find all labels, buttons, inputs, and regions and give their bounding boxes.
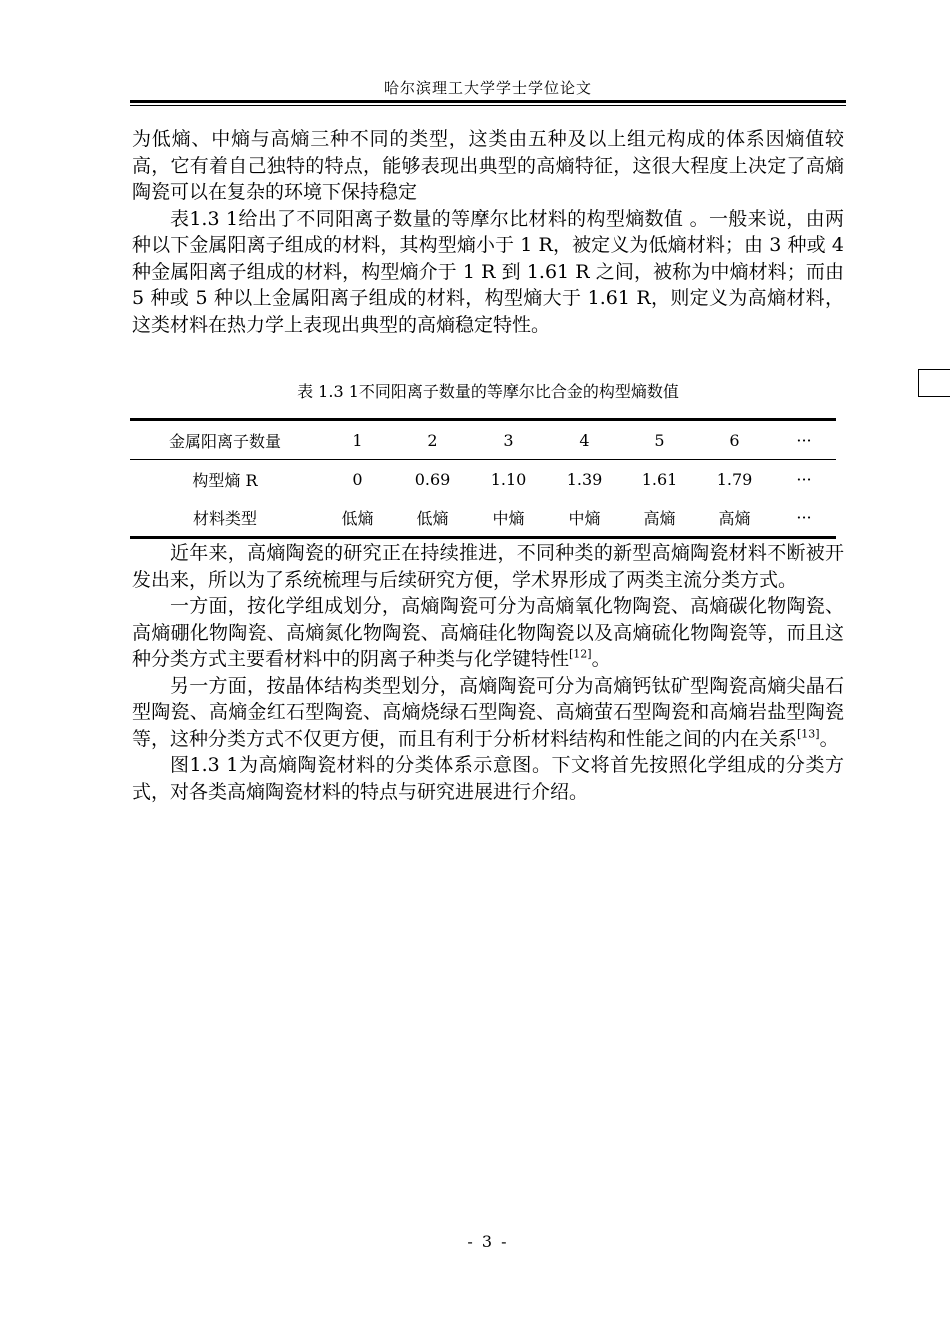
paragraph-end: 。 [591,648,611,670]
table-cell: 材料类型 [192,508,257,528]
table-cell: 5 [654,430,665,450]
table-cell: 高熵 [643,508,676,528]
table-rule-bottom [130,536,836,539]
table-cell: 高熵 [718,508,751,528]
table-cell: 6 [729,430,740,450]
paragraph-chemical-classification [132,593,844,673]
table-cell: 金属阳离子数量 [168,431,281,451]
body-text-top [132,126,844,338]
paragraph-structure-classification [132,673,844,753]
paragraph-entropy-definition: 表1.3 1给出了不同阳离子数量的等摩尔比材料的构型熵数值 。一般来说，由两种以下金属阳离子组成的材料，其构型熵小于 1 R，被定义为低熵材料；由 3 种或 4 种金属阳离子组成的材料，构型熵介于 1 R 到 1.61 R 之间，被称为中熵材料；而由 5 种或 5 种以上金属阳离子组成的材料，构型熵大于 1.61 R，则定义为高熵材料，这类材料在热力学上表现出典型的高熵稳定特性。 [132,207,844,336]
table-cell: 1 [352,430,363,450]
paragraph-figure-reference: 图1.3 1为高熵陶瓷材料的分类体系示意图。下文将首先按照化学组成的分类方式，对各类高熵陶瓷材料的特点与研究进展进行介绍。 [132,754,844,803]
table-cell: 0 [352,469,363,489]
paragraph-end: 。 [819,727,839,750]
page-number: - 3 - [467,1232,509,1251]
table-cell: ··· [796,507,812,527]
body-text-bottom [132,540,844,805]
citation-ref: [13] [797,727,820,741]
table-cell: 构型熵 R [192,470,258,490]
header-rule-thick [130,100,846,103]
paragraph-text: 另一方面，按晶体结构类型划分，高熵陶瓷可分为高熵钙钛矿型陶瓷高熵尖晶石型陶瓷、高熵金红石型陶瓷、高熵烧绿石型陶瓷、高熵萤石型陶瓷和高熵岩盐型陶瓷等，这种分类方式不仅更方便，而且有利于分析材料结构和性能之间的内在关系 [132,674,844,750]
table-cell: 2 [427,430,438,450]
table-row-entropy [130,460,836,498]
table-row-cation-count [130,421,836,459]
paragraph-text: 一方面，按化学组成划分，高熵陶瓷可分为高熵氧化物陶瓷、高熵碳化物陶瓷、高熵硼化物陶瓷、高熵氮化物陶瓷、高熵硅化物陶瓷以及高熵硫化物陶瓷等，而且这种分类方式主要看材料中的阴离子种类与化学键特性 [132,595,844,670]
paragraph-classification-intro: 近年来，高熵陶瓷的研究正在持续推进，不同种类的新型高熵陶瓷材料不断被开发出来，所以为了系统梳理与后续研究方便，学术界形成了两类主流分类方式。 [132,542,844,591]
table-cell: 1.39 [566,469,603,489]
table-cell: ··· [796,469,812,489]
table-caption: 表 1.3 1不同阳离子数量的等摩尔比合金的构型熵数值 [297,382,679,401]
margin-marker-box [918,369,950,397]
table-cell: 中熵 [568,508,601,528]
table-cell: 4 [579,430,590,450]
table-cell: 1.61 [641,469,678,489]
table-cell: 1.10 [490,469,527,489]
table-cell: 0.69 [414,469,451,489]
entropy-table [130,418,836,539]
citation-ref: [12] [569,647,592,661]
header-rule-thin [130,105,846,106]
table-cell: 低熵 [341,508,374,528]
table-row-material-type [130,498,836,536]
page-header: 哈尔滨理工大学学士学位论文 [383,79,592,97]
table-cell: 1.79 [716,469,753,489]
paragraph-entropy-types: 为低熵、中熵与高熵三种不同的类型，这类由五种及以上组元构成的体系因熵值较高，它有着自己独特的特点，能够表现出典型的高熵特征，这很大程度上决定了高熵陶瓷可以在复杂的环境下保持稳定 [132,128,844,203]
table-cell: 低熵 [416,508,449,528]
table-cell: 中熵 [492,508,525,528]
table-cell: 3 [503,430,514,450]
table-cell: ··· [796,430,812,450]
